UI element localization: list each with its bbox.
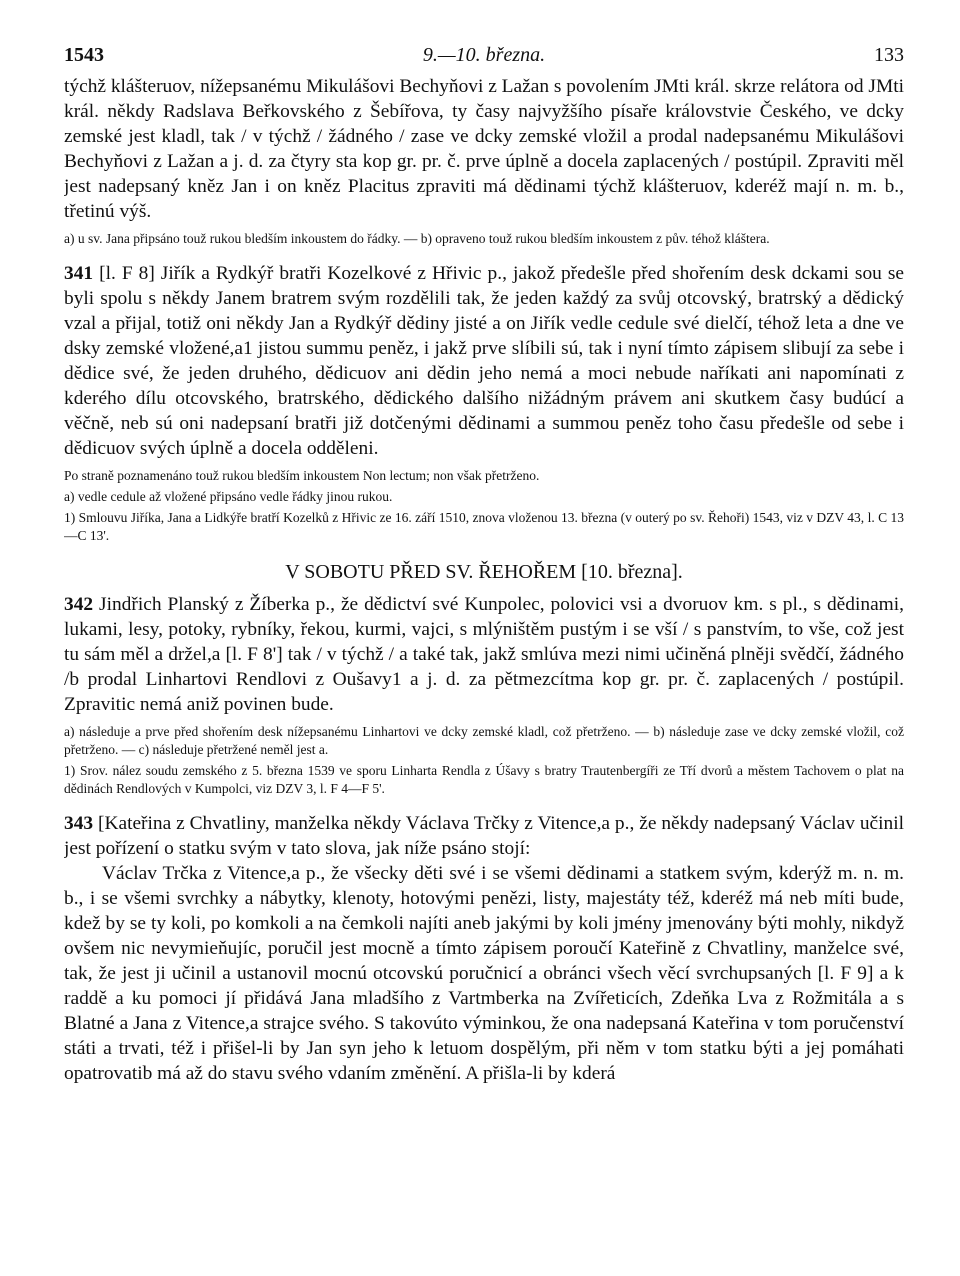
page-number: 133 [874, 44, 904, 66]
footnote-341-1: 1) Smlouvu Jiříka, Jana a Lidkýře bratří Kozelků z Hřivic ze 16. září 1510, znova vloženou 13. března (v outerý po sv. Řehoři) 1543, viz v DZV 43, l. C 13—C 13'. [64, 510, 904, 543]
entry-341 [64, 261, 904, 461]
entry-text: [l. F 8] Jiřík a Rydkýř bratři Kozelkové z Hřivic p., jakož předešle před shořením desk dckami sou se byli spolu s někdy Janem bratrem svým rozdělili tak, že jeden každý za svůj otcovský, bratrský a dědický vzal a přijal, totiž oni někdy Jan a Rydkýř dědiny jisté a on Jiřík vedle cedule své dielčí, téhož leta a dne ve dsky zemské vložené,a1 jistou summu peněz, i jakž prve slíbili sú, tak i nyní tímto zápisem slibují za sebe i dědice své, že jeden druhého, dědicuov ani dědin jeho nemá a moci nebude naříkati ani napomínati z kderého dílu otcovského, bratrského, dědického dalšího nižádným právem ani skutkem časy budúcí a věčně, neb sú oni nadepsaní bratři již dotčenými dědinami a summou peněz toho času předešle od sebe i dědicuov svých úplně a docela odděleni. [64, 263, 904, 459]
header-year: 1543 [64, 44, 104, 66]
entry-342 [64, 592, 904, 717]
entry-343 [64, 811, 904, 1086]
section-heading: V SOBOTU PŘED SV. ŘEHOŘEM [10. března]. [285, 561, 683, 583]
entry-number: 341 [64, 263, 94, 284]
entry-number: 342 [64, 594, 94, 615]
header-date: 9.—10. března. [422, 44, 546, 66]
footnote-341-a: a) vedle cedule až vložené připsáno vedle řádky jinou rukou. [64, 489, 393, 504]
footnote-342-1: 1) Srov. nález soudu zemského z 5. března 1539 ve sporu Linharta Rendla z Úšavy s bratry Trautenbergíři ze Tří dvorů a městem Tachovem o plat na dědinách Rendlových v Kumpolci, viz DZV 3, l. F 4—F 5'. [64, 763, 904, 796]
footnote-340: a) u sv. Jana připsáno touž rukou bledším inkoustem do řádky. — b) opraveno touž rukou bledším inkoustem z pův. téhož kláštera. [64, 231, 770, 246]
footnote-342-letters: a) následuje a prve před shořením desk nížepsanému Linhartovi ve dcky zemské kladl, což přetrženo. — b) následuje zase ve dcky zemské vložil, což přetrženo. — c) následuje přetržené neměl jest a. [64, 724, 904, 757]
footnote-341-margin: Po straně poznamenáno touž rukou bledším inkoustem Non lectum; non však přetrženo. [64, 468, 540, 483]
entry-text-intro: [Kateřina z Chvatliny, manželka někdy Václava Trčky z Vitence,a p., že někdy nadepsaný Václav učinil jest pořízení o statku svým v tato slova, jak níže psáno stojí: [64, 813, 904, 859]
entry-text-testament: Václav Trčka z Vitence,a p., že všecky děti své i se všemi dědinami a statkem svým, kderýž m. n. m. b., i se všemi svrchky a nábytky, klenoty, hotovými penězi, listy, majestáty též, kderéž má neb míti bude, kdež by se ty koli, po komkoli a na čemkoli najíti aneb jakými by koli jmény jmenovány býti mohly, nikdyž ovšem nic nevymieňujíc, poručil jest mocně a tímto zápisem poroučí Kateřině z Chvatliny, manželce své, tak, že jest ji učinil a ustanovil mocnú otcovskú poručnicí a obránci všech věcí svrchupsaných [l. F 9] a k raddě a ku pomoci jí přidává Jana mladšího z Vartmberka na Zvířeticích, Zdeňka Lva z Rožmitála a s Blatné a Jana z Vitence,a strajce svého. S takovúto výminkou, že ona nadepsaná Kateřina v tom poručenství státi a trvati, též i přišel-li by Jan syn jeho k letuom dospělým, při něm v tom statku býti a jej pomáhati opatrovatib má až do stavu svého vdaním změnění. A přišla-li by kderá [64, 863, 904, 1084]
page-header [64, 44, 904, 74]
entry-text: Jindřich Planský z Žíberka p., že dědictví své Kunpolec, polovici vsi a dvoruov km. s pl., s dědinami, lukami, lesy, potoky, rybníky, řekou, kurmi, vajci, s mlýništěm pustým i se vší / s panstvím, to vše, což jest tu sám měl a držel,a [l. F 8'] tak / v týchž / a také tak, jakž smlúva mezi nimi učiněná plněji svědčí, žádného /b prodal Linhartovi Rendlovi z Oušavy1 a j. d. za pětmezcítma kop gr. pr. č. zaplacených / postúpil. Zpravitic nemá aniž povinen bude. [64, 594, 904, 715]
document-page [64, 44, 904, 1244]
entry-number: 343 [64, 813, 94, 834]
entry-340-continuation: týchž klášteruov, nížepsanému Mikulášovi Bechyňovi z Lažan s povolením JMti král. skrze relátora od JMti král. někdy Radslava Beřkovského z Šebířova, ty časy najvyžšího písaře královstvie Českého, ve dcky zemské jest kladl, tak / v týchž / žádného / zase ve dcky zemské vložil a prodal nadepsanému Mikulášovi Bechyňovi z Lažan a j. d. za čtyry sta kop gr. pr. č. prve úplně a docela zaplacených / postúpil. Zpraviti měl jest nadepsaný kněz Jan i on kněz Placitus zpraviti má dědinami týchž klášteruov, kderéž mají n. m. b., třetinú výš. [64, 76, 904, 222]
